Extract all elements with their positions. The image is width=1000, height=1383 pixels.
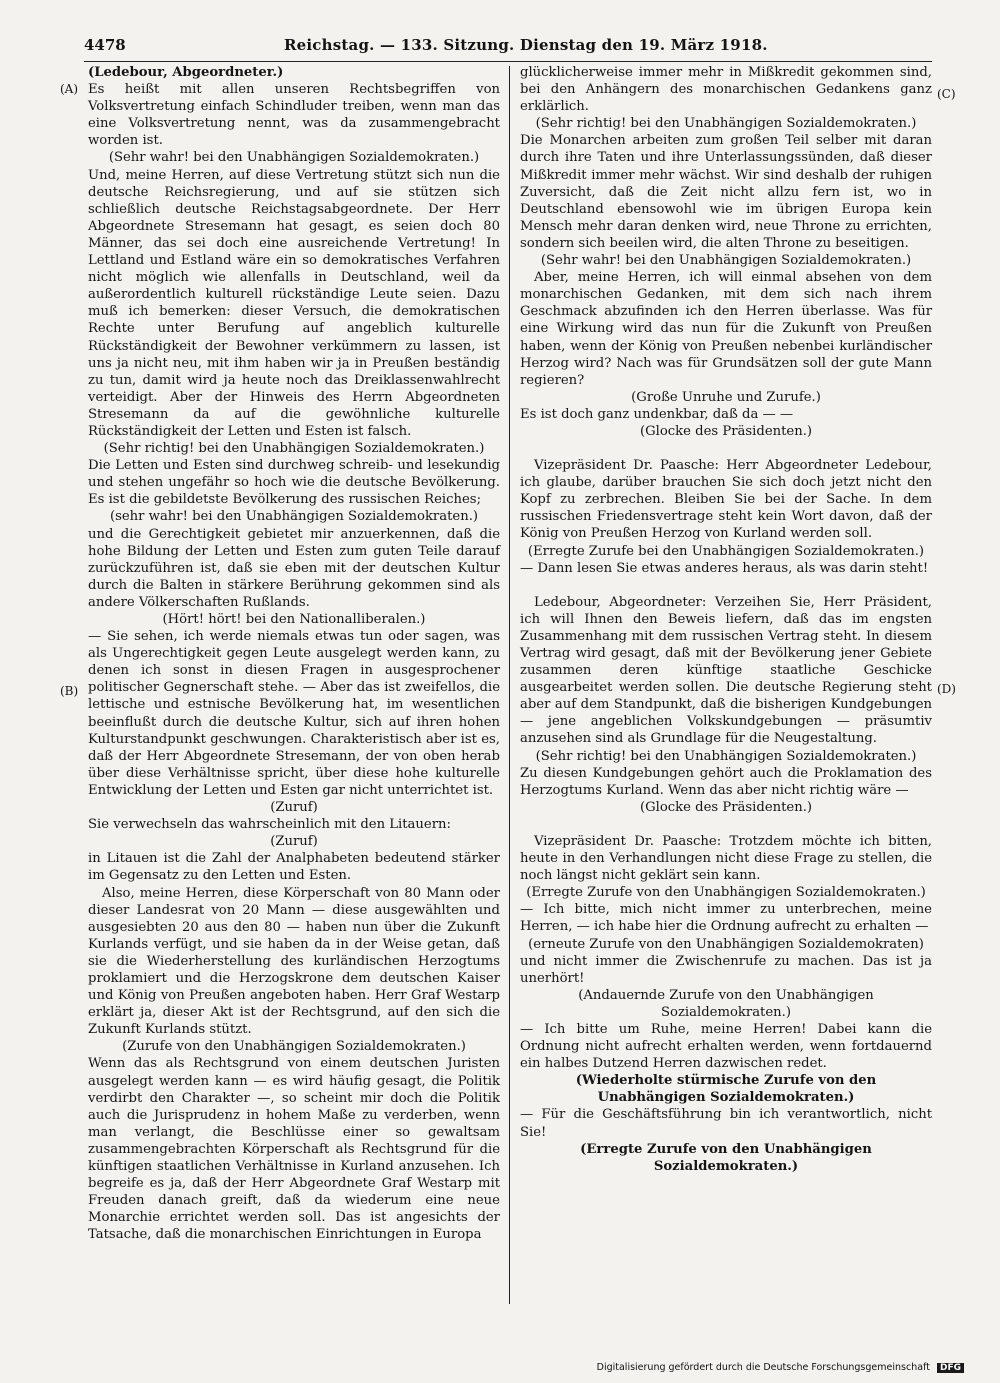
text-paragraph: (Erregte Zurufe von den Unabhängigen Sozialdemokraten.) bbox=[580, 1141, 872, 1174]
text-paragraph: Zu diesen Kundgebungen gehört auch die Proklamation des Herzogtums Kurland. Wenn das aber nicht richtig wäre — bbox=[520, 765, 932, 798]
text-paragraph: — Ich bitte, mich nicht immer zu unterbrechen, meine Herren, — ich habe hier die Ordnung aufrecht zu erhalten — bbox=[520, 902, 932, 935]
text-paragraph: glücklicherweise immer mehr in Mißkredit gekommen sind, bei den Anhängern des monarchischen Gedankens ganz erklärlich. bbox=[520, 65, 932, 115]
text-paragraph: (Ledebour, Abgeordneter.) bbox=[88, 65, 284, 80]
text-paragraph: Die Letten und Esten sind durchweg schreib- und lesekundig und stehen ungefähr so hoch wie die deutsche Bevölkerung. Es ist die gebildetste Bevölkerung des russischen Reiches; bbox=[88, 458, 500, 508]
text-paragraph: Aber, meine Herren, ich will einmal absehen von dem monarchischen Gedanken, mit dem sich nach ihrem Geschmack abzufinden ich den Herren überlasse. Was für eine Wirkung wird das nun für die Zukunft von Preußen haben, wenn der König von Preußen nebenbei kurländischer Herzog wird? Nach was für Grundsätzen soll der gute Mann regieren? bbox=[520, 270, 932, 388]
text-paragraph: — Dann lesen Sie etwas anderes heraus, als was darin steht! bbox=[520, 560, 929, 576]
text-paragraph: (Wiederholte stürmische Zurufe von den Unabhängigen Sozialdemokraten.) bbox=[575, 1073, 877, 1106]
page-header bbox=[84, 36, 932, 60]
text-paragraph: (Große Unruhe und Zurufe.) bbox=[631, 389, 821, 405]
column-divider bbox=[509, 66, 510, 1304]
dfg-logo: DFG bbox=[937, 1363, 964, 1373]
margin-mark-d: (D) bbox=[937, 682, 956, 696]
text-paragraph: und die Gerechtigkeit gebietet mir anzuerkennen, daß die hohe Bildung der Letten und Esten zum guten Teile darauf zurückzuführen ist, daß sie eben mit der deutschen Kultur durch die Balten in stärkere Berührung gekommen sind als andere Völkerschaften Rußlands. bbox=[88, 526, 500, 610]
text-paragraph: (Glocke des Präsidenten.) bbox=[639, 423, 813, 439]
text-paragraph: in Litauen ist die Zahl der Analphabeten bedeutend stärker im Gegensatz zu den Letten und Esten. bbox=[88, 851, 500, 884]
text-paragraph: Es heißt mit allen unseren Rechtsbegriffen von Volksvertretung einfach Schindluder treiben, wenn man das eine Volksvertretung nennt, was da zusammengebracht worden ist. bbox=[88, 82, 500, 149]
text-paragraph: (Sehr richtig! bei den Unabhängigen Sozialdemokraten.) bbox=[103, 441, 485, 457]
footer-credit bbox=[597, 1362, 964, 1373]
text-paragraph: Und, meine Herren, auf diese Vertretung stützt sich nun die deutsche Reichsregierung, und auf sie stützen sich schließlich deutsche Reichstagsabgeordnete. Der Herr Abgeordnete Stresemann hat gesagt, es seien doch 80 Männer, das sei doch eine ausreichende Vertretung! In Lettland und Estland wäre ein so demokratisches Verfahren nicht möglich wie allenfalls in Deutschland, weil da außerordentlich kulturell rückständige Leute seien. Dazu muß ich bemerken: dieser Versuch, die demokratischen Rechte unter Berufung auf angeblich kulturelle Rückständigkeit der Bewohner verkümmern zu lassen, ist uns ja nicht neu, mit ihm haben wir ja in Preußen beständig zu tun, damit wird ja heute noch das Dreiklassenwahlrecht verteidigt. Aber der Hinweis des Herrn Abgeordneten Stresemann da auf die gewöhnliche kulturelle Rückständigkeit der Letten und Esten ist falsch. bbox=[88, 167, 500, 439]
text-paragraph: Wenn das als Rechtsgrund von einem deutschen Juristen ausgelegt werden kann — es wird häufig gesagt, die Politik verdirbt den Charakter —, so scheint mir doch die Politik auch die Jurisprudenz in hohem Maße zu verderben, wenn man verlangt, die Beschlüsse einer so gewaltsam zusammengebrachten Körperschaft als Rechtsgrund für die künftigen staatlichen Verhältnisse in Kurland anzusehen. Ich begreife es ja, daß der Herr Abgeordnete Graf Westarp mit Freuden danach greift, daß da wiederum eine neue Monarchie errichtet werden soll. Das ist angesichts der Tatsache, daß die monarchischen Einrichtungen in Europa bbox=[88, 1056, 500, 1243]
right-column bbox=[520, 64, 932, 1175]
text-paragraph: — Für die Geschäftsführung bin ich verantwortlich, nicht Sie! bbox=[520, 1107, 932, 1140]
running-head: Reichstag. — 133. Sitzung. Dienstag den 19. März 1918. bbox=[284, 36, 768, 54]
text-paragraph: (Sehr richtig! bei den Unabhängigen Sozialdemokraten.) bbox=[535, 748, 917, 764]
header-rule bbox=[84, 61, 932, 62]
text-paragraph: Also, meine Herren, diese Körperschaft von 80 Mann oder dieser Landesrat von 20 Mann — diese ausgewählten und ausgesiebten 20 aus den 80 — haben nun über die Zukunft Kurlands verfügt, und sie haben da in der Weise getan, daß sie die Wiederherstellung des kurländischen Herzogtums proklamiert und die Herzogskrone dem deutschen Kaiser und König von Preußen angeboten haben. Herr Graf Westarp erklärt ja, dieser Akt ist der Rechtsgrund, auf den sich die Zukunft Kurlands stützt. bbox=[88, 885, 500, 1038]
text-paragraph: (Glocke des Präsidenten.) bbox=[639, 799, 813, 815]
text-paragraph: (Sehr wahr! bei den Unabhängigen Sozialdemokraten.) bbox=[540, 253, 912, 269]
text-paragraph: und nicht immer die Zwischenrufe zu machen. Das ist ja unerhört! bbox=[520, 953, 932, 986]
margin-mark-a: (A) bbox=[60, 82, 79, 96]
text-paragraph: (Andauernde Zurufe von den Unabhängigen Sozialdemokraten.) bbox=[578, 987, 874, 1020]
page-number: 4478 bbox=[84, 36, 126, 54]
margin-mark-b: (B) bbox=[60, 684, 79, 698]
text-paragraph: Sie verwechseln das wahrscheinlich mit den Litauern: bbox=[88, 817, 451, 833]
text-paragraph: — Sie sehen, ich werde niemals etwas tun oder sagen, was als Ungerechtigkeit gegen Leute ausgelegt werden kann, zu denen ich sonst in diesen Fragen in ausgesprochener politischer Gegnerschaft stehe. — Aber das ist zweifellos, die lettische und estnische Bevölkerung hat, im wesentlichen beeinflußt durch die deutsche Kultur, sich auf ihren hohen Kulturstandpunkt geschwungen. Charakteristisch aber ist es, daß der Herr Abgeordnete Stresemann, der von oben herab über diese Verhältnisse spricht, über diese hohe kulturelle Entwicklung der Letten und Esten gar nicht unterrichtet ist. bbox=[88, 629, 500, 798]
text-paragraph: Es ist doch ganz undenkbar, daß da — — bbox=[520, 406, 794, 422]
text-paragraph: (Zuruf) bbox=[270, 800, 318, 816]
text-paragraph: (erneute Zurufe von den Unabhängigen Sozialdemokraten) bbox=[528, 936, 924, 952]
text-paragraph: (Sehr richtig! bei den Unabhängigen Sozialdemokraten.) bbox=[535, 116, 917, 132]
text-paragraph: Die Monarchen arbeiten zum großen Teil selber mit daran durch ihre Taten und ihre Unterlassungssünden, daß dieser Mißkredit immer mehr wächst. Wir sind deshalb der ruhigen Zuversicht, daß die Zeit nicht allzu fern ist, wo in Deutschland ebensowohl wie im übrigen Europa kein Mensch mehr daran denken wird, neue Throne zu errichten, sondern sich beeilen wird, die alten Throne zu beseitigen. bbox=[520, 133, 932, 251]
text-paragraph: Vizepräsident Dr. Paasche: Herr Abgeordneter Ledebour, ich glaube, darüber brauchen Sie sich doch jetzt nicht den Kopf zu zerbrechen. Bleiben Sie bei der Sache. In dem russischen Friedensvertrage steht kein Wort davon, daß der König von Preußen Herzog von Kurland werden soll. bbox=[520, 458, 932, 542]
text-paragraph: Ledebour, Abgeordneter: Verzeihen Sie, Herr Präsident, ich will Ihnen den Beweis liefern, daß das im engsten Zusammenhang mit dem russischen Vertrag steht. In diesem Vertrag wird gesagt, daß mit der Bevölkerung jener Gebiete zusammen deren künftige staatliche Geschicke ausgearbeitet werden sollen. Die deutsche Regierung steht aber auf dem Standpunkt, daß die bisherigen Kundgebungen — jene angeblichen Volkskundgebungen — präsumtiv anzusehen sind als Grundlage für die Neugestaltung. bbox=[520, 594, 932, 747]
left-column bbox=[88, 64, 500, 1243]
text-paragraph: (Hört! hört! bei den Nationalliberalen.) bbox=[162, 612, 426, 627]
text-paragraph: (Sehr wahr! bei den Unabhängigen Sozialdemokraten.) bbox=[108, 150, 480, 166]
margin-mark-c: (C) bbox=[937, 87, 956, 101]
text-paragraph: (Erregte Zurufe von den Unabhängigen Sozialdemokraten.) bbox=[526, 885, 926, 901]
text-paragraph: — Ich bitte um Ruhe, meine Herren! Dabei kann die Ordnung nicht aufrecht erhalten werden, wenn fortdauernd ein halbes Dutzend Herren dazwischen redet. bbox=[520, 1021, 932, 1072]
text-paragraph: (Zurufe von den Unabhängigen Sozialdemokraten.) bbox=[122, 1039, 466, 1055]
text-paragraph: (Erregte Zurufe bei den Unabhängigen Sozialdemokraten.) bbox=[527, 543, 925, 559]
text-paragraph: (Zuruf) bbox=[270, 834, 318, 850]
text-paragraph: (sehr wahr! bei den Unabhängigen Sozialdemokraten.) bbox=[109, 509, 479, 525]
footer-text: Digitalisierung gefördert durch die Deutsche Forschungsgemeinschaft bbox=[596, 1362, 930, 1373]
text-paragraph: Vizepräsident Dr. Paasche: Trotzdem möchte ich bitten, heute in den Verhandlungen nicht diese Frage zu stellen, die noch längst nicht geklärt sein kann. bbox=[520, 833, 932, 884]
